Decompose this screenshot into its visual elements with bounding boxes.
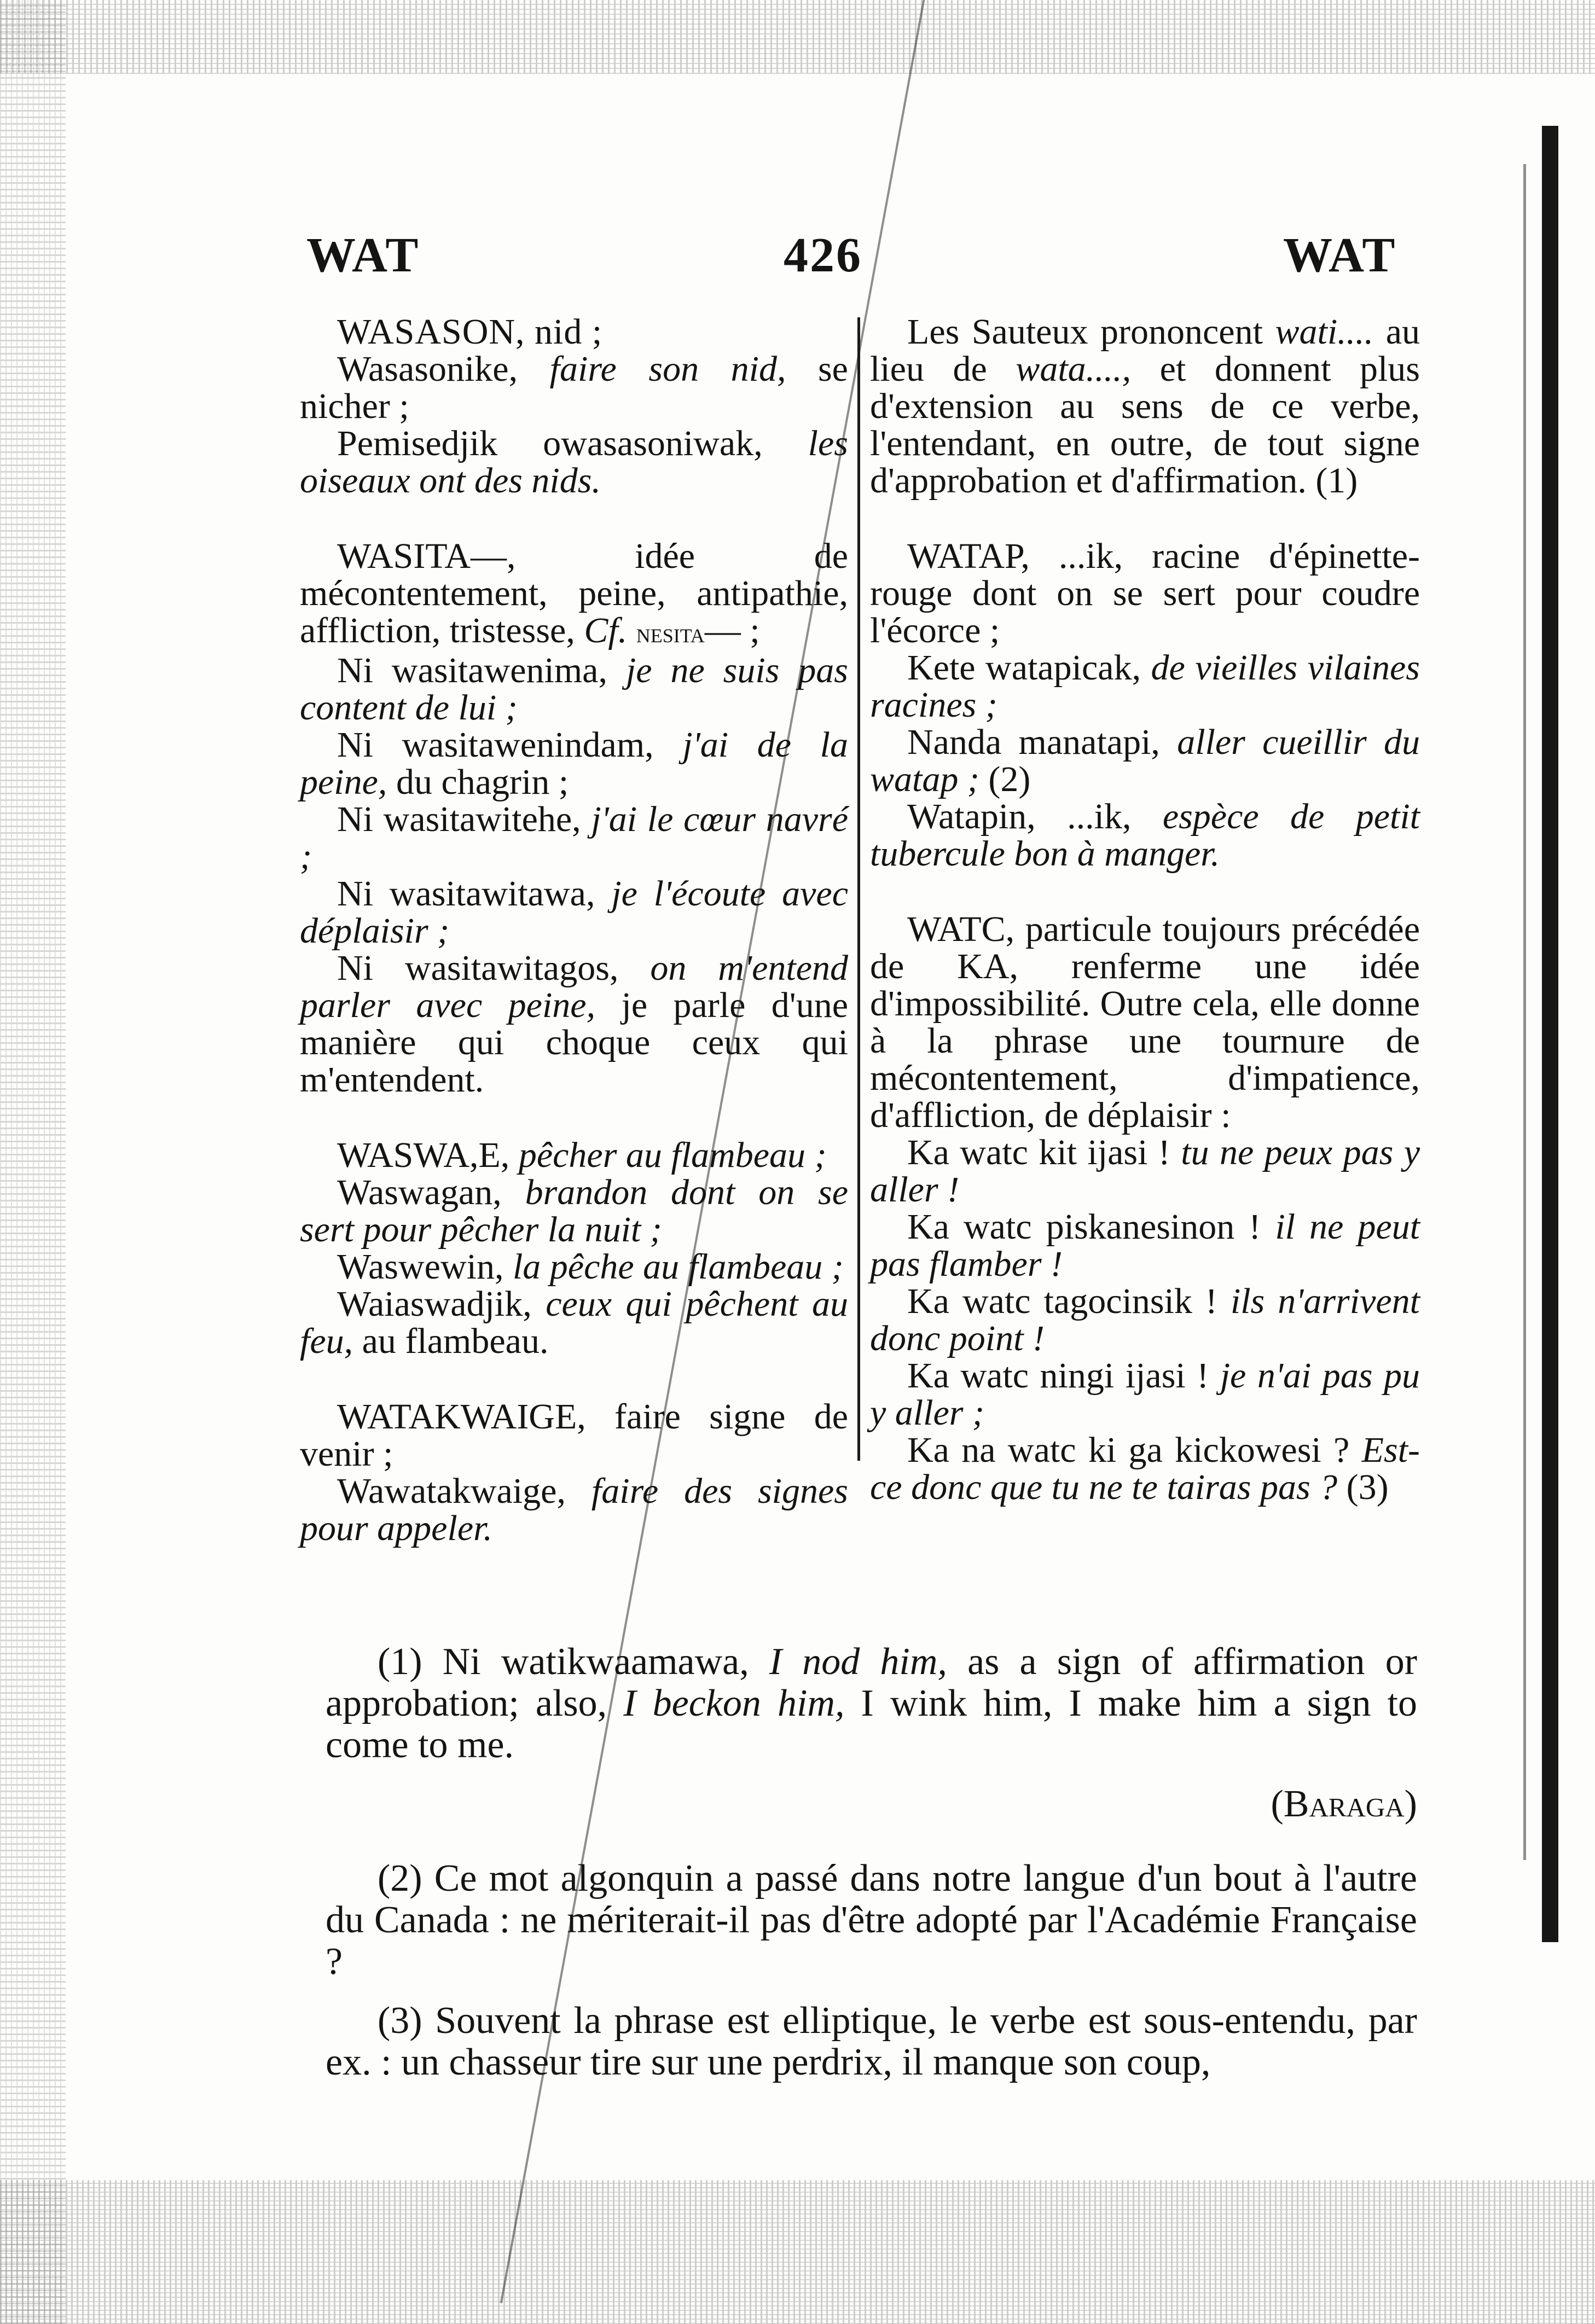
left-column <box>300 313 848 1585</box>
entry-headword: WASITA—, idée de mécontentement, peine, antipathie, affliction, tristesse, Cf. nesita— ; <box>300 536 848 650</box>
entry-headword: WATC, particule toujours précédée de KA, renferme une idée d'impossibilité. Outre cela, elle donne à la phrase une tournure de mécontentement, d'impatience, d'affliction, de déplaisir : <box>870 909 1420 1135</box>
scan-noise-bottom <box>0 2180 1595 2324</box>
entry-watc <box>870 911 1420 1506</box>
footnote-1-source: (Baraga) <box>1271 1783 1417 1825</box>
entry-line: Ni wasitawitagos, on m'entend parler avec peine, je parle d'une manière qui choque ceux qui m'entendent. <box>300 948 848 1100</box>
entry-headword: WATAP, ...ik, racine d'épinette-rouge dont on se sert pour coudre l'écorce ; <box>870 536 1420 650</box>
page-edge-line <box>1523 164 1526 1860</box>
right-column <box>870 313 1420 1544</box>
entry-line: Les Sauteux prononcent wati.... au lieu de wata...., et donnent plus d'extension au sens de ce verbe, l'entendant, en outre, de tout signe d'approbation et d'affirmation. (1) <box>870 312 1420 501</box>
page-edge-shadow <box>1542 126 1558 1942</box>
scan-noise-top <box>0 0 1595 74</box>
entry-waswae <box>300 1137 848 1360</box>
entry-line: Ka watc ningi ijasi ! je n'ai pas pu y aller ; <box>870 1356 1420 1433</box>
entry-line: Ka watc piskanesinon ! il ne peut pas flamber ! <box>870 1207 1420 1284</box>
entry-line: Wasasonike, faire son nid, se nicher ; <box>300 349 848 426</box>
footnote-3: (3) Souvent la phrase est elliptique, le verbe est sous-entendu, par ex. : un chasseur tire sur une perdrix, il manque son coup, <box>326 2000 1417 2083</box>
entry-line: Watapin, ...ik, espèce de petit tubercule bon à manger. <box>870 797 1420 874</box>
running-head-right: WAT <box>1283 228 1397 282</box>
entry-line: Pemisedjik owasasoniwak, les oiseaux ont des nids. <box>300 423 848 501</box>
entry-line: Kete watapicak, de vieilles vilaines racines ; <box>870 648 1420 725</box>
footnote-2: (2) Ce mot algonquin a passé dans notre langue d'un bout à l'autre du Canada : ne mériterait-il pas d'être adopté par l'Académie Française ? <box>326 1857 1417 1983</box>
entry-line: Ni wasitawitawa, je l'écoute avec déplaisir ; <box>300 874 849 951</box>
entry-wasason <box>300 313 848 499</box>
entry-line: Waswagan, brandon dont on se sert pour pêcher la nuit ; <box>300 1172 848 1250</box>
entry-watap <box>870 538 1420 873</box>
entry-sauteux-note <box>870 313 1420 499</box>
column-divider <box>857 317 860 1461</box>
entry-line: Waswewin, la pêche au flambeau ; <box>337 1247 844 1287</box>
entry-line: Ka watc kit ijasi ! tu ne peux pas y aller ! <box>870 1132 1420 1210</box>
entry-wasita <box>300 538 848 1099</box>
entry-line: Waiaswadjik, ceux qui pêchent au feu, au flambeau. <box>300 1284 848 1361</box>
entry-watakwaige <box>300 1398 848 1547</box>
scan-noise-left <box>0 0 66 2324</box>
page-number: 426 <box>784 228 862 282</box>
footnotes <box>326 1641 1417 2101</box>
entry-line: Wawatakwaige, faire des signes pour appeler. <box>300 1471 848 1548</box>
entry-line: Ka watc tagocinsik ! ils n'arrivent donc point ! <box>870 1281 1420 1358</box>
entry-line: Nanda manatapi, aller cueillir du watap ; (2) <box>870 722 1420 799</box>
entry-headword: WASWA,E, pêcher au flambeau ; <box>337 1135 827 1175</box>
entry-line: Ni wasitawitehe, j'ai le cœur navré ; <box>300 799 848 876</box>
entry-headword: WATAKWAIGE, faire signe de venir ; <box>300 1397 848 1474</box>
entry-line: Ni wasitawenima, je ne suis pas content de lui ; <box>300 650 848 728</box>
entry-headword: WASASON, nid ; <box>337 312 603 352</box>
footnote-1: (1) Ni watikwaamawa, I nod him, as a sign of affirmation or approbation; also, I beckon him, I wink him, I make him a sign to come to me. <box>326 1641 1418 1766</box>
running-head-left: WAT <box>306 228 420 282</box>
entry-line: Ka na watc ki ga kickowesi ? Est-ce donc que tu ne te tairas pas ? (3) <box>870 1430 1420 1507</box>
entry-line: Ni wasitawenindam, j'ai de la peine, du chagrin ; <box>300 725 848 802</box>
